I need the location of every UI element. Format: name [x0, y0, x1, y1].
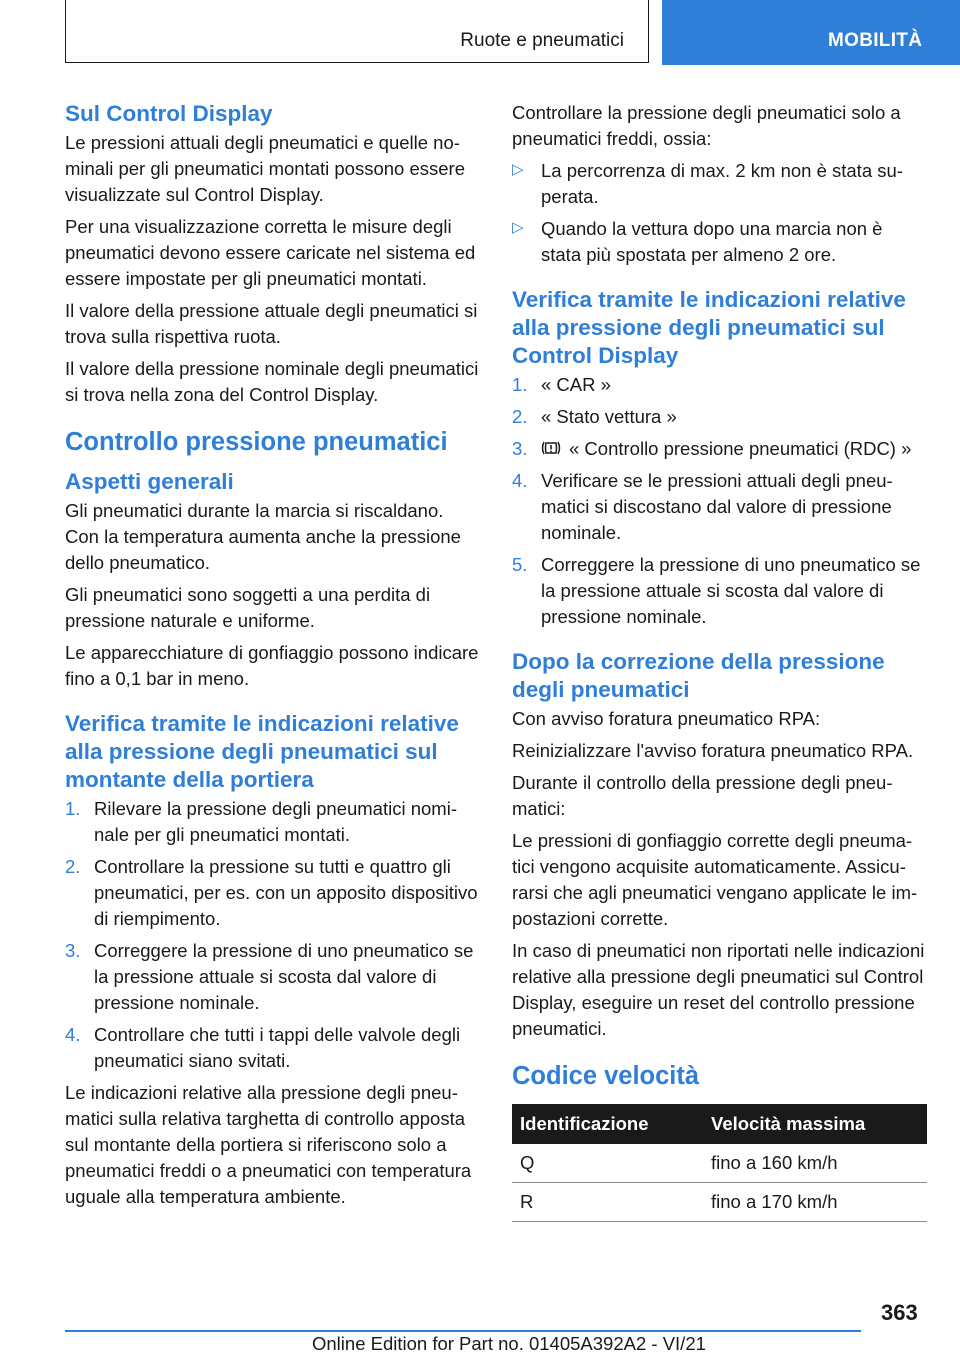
paragraph: Con avviso foratura pneumatico RPA:: [512, 708, 821, 729]
speed-code-table: [512, 1104, 927, 1222]
bullet-text: La percorrenza di max. 2 km non è stata superata.: [541, 160, 903, 207]
right-column: [512, 100, 927, 1222]
paragraph: Il valore della pressione nominale degli pneumatici si trova nella zona del Control Display.: [65, 358, 479, 405]
table-cell: Q: [512, 1144, 703, 1183]
heading-controllo-pressione: Controllo pressione pneumatici: [65, 428, 448, 456]
paragraph: Il valore della pressione attuale degli pneumatici si trova sulla rispettiva ruota.: [65, 300, 478, 347]
step-text: Rilevare la pressione degli pneumatici nominale per gli pneumatici montati.: [94, 798, 457, 845]
paragraph: Controllare la pressione degli pneumatici solo a pneumatici freddi, ossia:: [512, 102, 901, 149]
table-row: [512, 1183, 927, 1222]
paragraph: In caso di pneumatici non riportati nelle indicazioni relative alla pressione degli pneumatici sul Control Display, eseguire un reset del controllo pressione pneumatici.: [512, 940, 925, 1039]
step-text: « CAR »: [541, 374, 611, 395]
footer-divider: [65, 1330, 861, 1332]
paragraph: Gli pneumatici durante la marcia si riscaldano. Con la temperatura aumenta anche la pressione dello pneumatico.: [65, 500, 461, 573]
step-number: 1.: [512, 374, 528, 395]
list-item: [512, 158, 927, 210]
step-text: Correggere la pressione di uno pneumatico se la pressione attuale si scosta dal valore di pressione nominale.: [541, 554, 921, 627]
step-number: 3.: [512, 438, 528, 459]
triangle-bullet-icon: ▷: [512, 219, 524, 236]
step-number: 3.: [65, 940, 81, 961]
step-text: Controllare la pressione su tutti e quattro gli pneumatici, per es. con un apposito dispositivo di riempimento.: [94, 856, 478, 929]
paragraph: Reinizializzare l'avviso foratura pneumatico RPA.: [512, 740, 914, 761]
paragraph: Le pressioni di gonfiaggio corrette degli pneumatici vengono acquisite automaticamente. Assicurarsi che agli pneumatici vengano applicate le impostazioni corrette.: [512, 830, 918, 929]
tire-pressure-warning-icon: [541, 439, 561, 457]
step-text: Verificare se le pressioni attuali degli pneumatici si discostano dal valore di pressione nominale.: [541, 470, 893, 543]
column-header: Identificazione: [512, 1104, 703, 1144]
table-cell: fino a 160 km/h: [703, 1144, 927, 1183]
list-item: [65, 1022, 480, 1074]
bullet-list: [512, 158, 927, 268]
page-number: 363: [881, 1300, 918, 1325]
step-text: « Stato vettura »: [541, 406, 677, 427]
paragraph: Le pressioni attuali degli pneumatici e quelle nominali per gli pneumatici montati possono essere visualizzate sul Control Display.: [65, 132, 466, 205]
list-item: [65, 938, 480, 1016]
chapter-tab[interactable]: [662, 0, 960, 65]
list-item: [65, 854, 480, 932]
step-text: « Controllo pressione pneumatici (RDC) »: [569, 438, 912, 459]
paragraph: Le apparecchiature di gonfiaggio possono indicare fino a 0,1 bar in meno.: [65, 642, 479, 689]
section-title: Ruote e pneumatici: [460, 30, 624, 51]
step-text: Correggere la pressione di uno pneumatico se la pressione attuale si scosta dal valore di pressione nominale.: [94, 940, 474, 1013]
chapter-tab-label: MOBILITÀ: [828, 30, 923, 51]
heading-dopo-correzione: Dopo la correzione della pressione degli pneumatici: [512, 649, 885, 702]
list-item: [512, 468, 927, 546]
footer-edition: Online Edition for Part no. 01405A392A2 - VI/21: [312, 1333, 706, 1354]
triangle-bullet-icon: ▷: [512, 161, 524, 178]
left-column: [65, 100, 480, 1216]
list-item: [512, 216, 927, 268]
heading-aspetti-generali: Aspetti generali: [65, 469, 234, 494]
table-header-row: [512, 1104, 927, 1144]
heading-verifica-display: Verifica tramite le indicazioni relative alla pressione degli pneumatici sul Control Display: [512, 287, 906, 368]
step-number: 2.: [512, 406, 528, 427]
list-item: [512, 436, 927, 462]
table-cell: fino a 170 km/h: [703, 1183, 927, 1222]
steps-list-montante: [65, 796, 480, 1074]
step-number: 5.: [512, 554, 528, 575]
step-number: 4.: [65, 1024, 81, 1045]
heading-verifica-montante: Verifica tramite le indicazioni relative alla pressione degli pneumatici sul montante della portiera: [65, 711, 459, 792]
step-text: Controllare che tutti i tappi delle valvole degli pneumatici siano svitati.: [94, 1024, 461, 1071]
step-number: 4.: [512, 470, 528, 491]
table-row: [512, 1144, 927, 1183]
table-cell: R: [512, 1183, 703, 1222]
heading-codice-velocita: Codice velocità: [512, 1062, 700, 1090]
paragraph: Per una visualizzazione corretta le misure degli pneumatici devono essere caricate nel sistema ed essere impostate per gli pneumatici montati.: [65, 216, 476, 289]
paragraph: Le indicazioni relative alla pressione degli pneumatici sulla relativa targhetta di controllo apposta sul montante della portiera si riferiscono solo a pneumatici freddi o a pneumatici con temperatura uguale alla temperatura ambiente.: [65, 1082, 472, 1207]
list-item: [65, 796, 480, 848]
step-number: 1.: [65, 798, 81, 819]
column-header: Velocità massima: [703, 1104, 927, 1144]
bullet-text: Quando la vettura dopo una marcia non è stata più spostata per almeno 2 ore.: [541, 218, 883, 265]
list-item: [512, 372, 927, 398]
list-item: [512, 404, 927, 430]
header-box: [65, 0, 649, 63]
heading-control-display: Sul Control Display: [65, 101, 273, 126]
steps-list-display: [512, 372, 927, 630]
paragraph: Durante il controllo della pressione degli pneumatici:: [512, 772, 893, 819]
paragraph: Gli pneumatici sono soggetti a una perdita di pressione naturale e uniforme.: [65, 584, 431, 631]
step-number: 2.: [65, 856, 81, 877]
list-item: [512, 552, 927, 630]
